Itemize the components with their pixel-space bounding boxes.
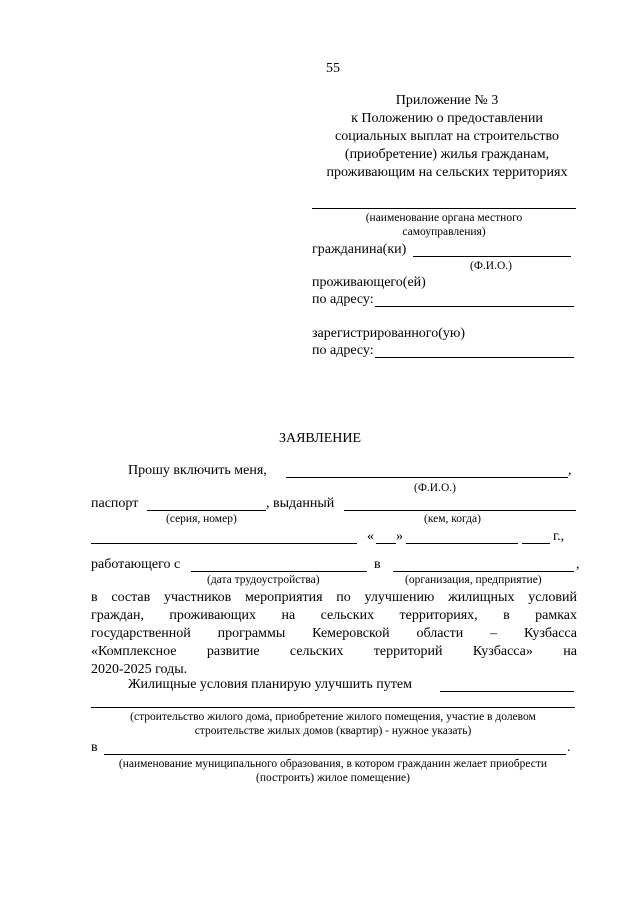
residing-address-label: по адресу: <box>312 292 374 307</box>
issuer-caption: (кем, когда) <box>424 513 481 525</box>
year-suffix: г., <box>553 529 565 544</box>
organization-line <box>393 571 574 572</box>
employed-in-label: в <box>374 557 381 572</box>
location-caption-1: (наименование муниципального образования, в котором гражданин желает приобрести <box>118 758 548 770</box>
issue-day-line <box>376 543 396 544</box>
location-caption-2: (построить) жилое помещение) <box>256 772 410 784</box>
location-period: . <box>567 740 571 755</box>
document-title: ЗАЯВЛЕНИЕ <box>278 431 362 446</box>
request-fio-caption: (Ф.И.О.) <box>414 482 456 494</box>
request-comma: , <box>568 463 572 478</box>
request-fio-line <box>286 477 568 478</box>
improve-method-line <box>440 691 574 692</box>
date-open-quote: « <box>367 529 374 544</box>
issue-year-line <box>522 543 550 544</box>
appendix-line-3: социальных выплат на строительство <box>334 129 560 144</box>
registered-label: зарегистрированного(ую) <box>312 326 465 341</box>
passport-number-line <box>147 510 266 511</box>
location-prefix: в <box>91 740 98 755</box>
page-number: 55 <box>326 61 340 76</box>
citizen-fio-caption: (Ф.И.О.) <box>470 260 512 272</box>
paragraph-line-4: «Комплексное развитие сельских территорий Кузбасса» на <box>91 644 577 659</box>
registered-address-line <box>375 357 574 358</box>
appendix-line-5: проживающим на сельских территориях <box>326 165 568 180</box>
series-caption: (серия, номер) <box>166 513 237 525</box>
issuer-continuation-line <box>91 543 357 544</box>
passport-label: паспорт <box>91 496 139 511</box>
citizen-label: гражданина(ки) <box>312 242 407 257</box>
issuer-line <box>344 510 576 511</box>
employed-comma: , <box>576 557 580 572</box>
paragraph-line-2: граждан, проживающих на сельских территориях, в рамках <box>91 608 577 623</box>
improve-method-line-2 <box>91 707 575 708</box>
employed-label: работающего с <box>91 557 181 572</box>
organization-caption: (организация, предприятие) <box>405 574 542 586</box>
paragraph-line-1: в состав участников мероприятия по улучшению жилищных условий <box>91 590 577 605</box>
municipality-line <box>104 754 566 755</box>
authority-blank-line <box>312 208 576 209</box>
issued-label: , выданный <box>266 496 335 511</box>
paragraph-last-line: 2020-2025 годы. <box>91 662 188 677</box>
appendix-line-4: (приобретение) жилья гражданам, <box>344 147 550 162</box>
paragraph-line-3: государственной программы Кемеровской области – Кузбасса <box>91 626 577 641</box>
employment-date-caption: (дата трудоустройства) <box>207 574 320 586</box>
residing-address-line <box>375 306 574 307</box>
issue-month-line <box>406 543 518 544</box>
authority-caption-1: (наименование органа местного <box>365 212 523 224</box>
method-caption-2: строительстве жилых домов (квартир) - нужное указать) <box>194 725 472 737</box>
residing-label: проживающего(ей) <box>312 275 426 290</box>
citizen-name-line <box>413 256 571 257</box>
appendix-line-1: Приложение № 3 <box>395 93 499 108</box>
request-text: Прошу включить меня, <box>128 463 267 478</box>
authority-caption-2: самоуправления) <box>402 226 486 238</box>
method-caption-1: (строительство жилого дома, приобретение жилого помещения, участие в долевом <box>130 711 536 723</box>
date-close-quote: » <box>396 529 403 544</box>
appendix-line-2: к Положению о предоставлении <box>351 111 543 126</box>
registered-address-label: по адресу: <box>312 343 374 358</box>
employment-date-line <box>191 571 367 572</box>
improve-text: Жилищные условия планирую улучшить путем <box>128 677 412 692</box>
